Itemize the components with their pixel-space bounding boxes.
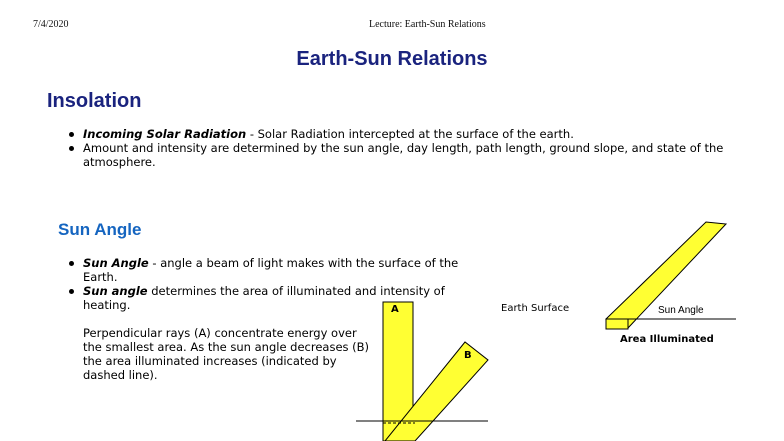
- sun-angle-paragraph: Perpendicular rays (A) concentrate energy over the smallest area. As the sun angle decreases (B) the area illuminated increases (indicated by dashed line).: [83, 326, 370, 382]
- sun-angle-figure: [498, 218, 744, 348]
- list-item-term: Sun angle: [83, 284, 148, 298]
- earth-surface-label: Earth Surface: [501, 303, 570, 314]
- list-item: [83, 256, 483, 284]
- sun-angle-label: Sun Angle: [658, 305, 704, 316]
- area-illuminated-label: Area Illuminated: [620, 334, 714, 345]
- list-item-term: Sun Angle: [83, 256, 149, 270]
- insolation-heading: Insolation: [47, 90, 142, 112]
- label-b: B: [464, 350, 472, 361]
- rays-figure: [350, 298, 500, 441]
- insolation-list: [83, 127, 753, 169]
- list-item-text: - angle a beam of light makes with the surface of the Earth.: [83, 256, 459, 284]
- header-date: 7/4/2020: [33, 19, 69, 30]
- list-item-text: - Solar Radiation intercepted at the surface of the earth.: [246, 127, 574, 141]
- list-item: [83, 141, 753, 169]
- list-item-text: determines the area of illuminated and intensity of heating.: [83, 284, 445, 312]
- list-item-text: Amount and intensity are determined by the sun angle, day length, path length, ground slope, and state of the atmosphere.: [83, 141, 724, 169]
- list-item-term: Incoming Solar Radiation: [83, 127, 247, 141]
- header-lecture-title: Lecture: Earth-Sun Relations: [369, 19, 486, 30]
- page-title: Earth-Sun Relations: [296, 48, 488, 70]
- sun-angle-heading: Sun Angle: [58, 220, 142, 239]
- list-item: [83, 127, 753, 141]
- illuminated-area: [606, 319, 628, 329]
- label-a: A: [391, 304, 399, 315]
